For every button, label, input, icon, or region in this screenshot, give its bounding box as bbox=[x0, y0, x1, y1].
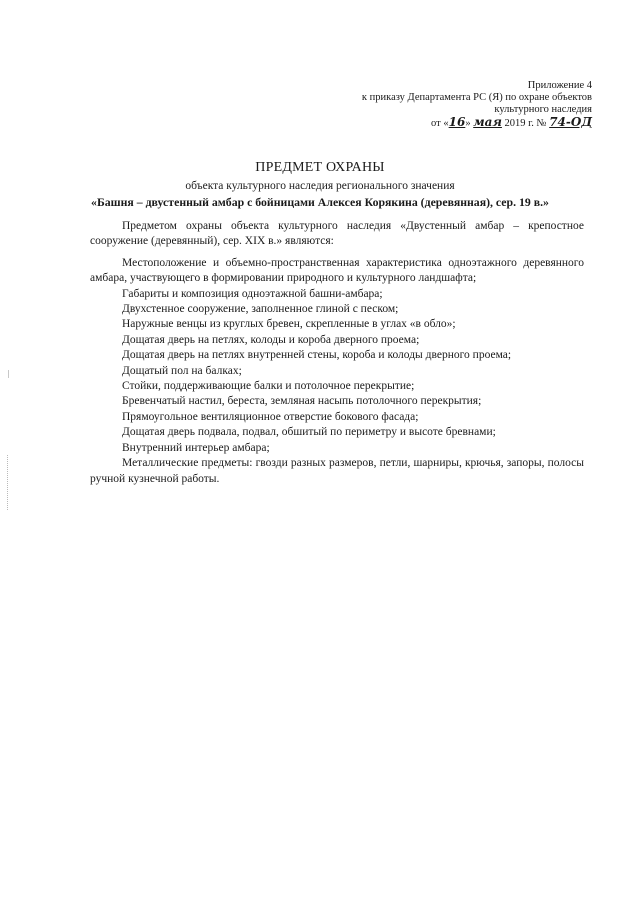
title-block bbox=[0, 160, 640, 209]
annex-date-line bbox=[292, 116, 592, 130]
list-item: Местоположение и объемно-пространственная характеристика одноэтажного деревянного амбара, участвующего в формировании природного и культурного ландшафта; bbox=[90, 256, 584, 285]
list-item: Дощатая дверь подвала, подвал, обшитый по периметру и высоте бревнами; bbox=[122, 426, 496, 439]
list-item: Стойки, поддерживающие балки и потолочное перекрытие; bbox=[122, 380, 415, 393]
list-item: Бревенчатый настил, береста, земляная насыпь потолочного перекрытия; bbox=[122, 395, 482, 408]
date-prefix: от « bbox=[431, 118, 449, 129]
object-name: «Башня – двустенный амбар с бойницами Алексея Корякина (деревянная), сер. 19 в.» bbox=[91, 195, 549, 209]
scan-artifact-mark bbox=[8, 370, 9, 378]
annex-header bbox=[292, 80, 592, 130]
list-item: Двухстенное сооружение, заполненное глиной с песком; bbox=[122, 303, 399, 316]
document-body bbox=[90, 219, 584, 487]
date-month-handwritten: мая bbox=[473, 115, 502, 129]
annex-order-reference: к приказу Департамента РС (Я) по охране объектов bbox=[361, 92, 592, 103]
list-item: Габариты и композиция одноэтажной башни-амбара; bbox=[122, 287, 383, 300]
list-item: Металлические предметы: гвозди разных размеров, петли, шарниры, крючья, запоры, полосы ручной кузнечной работы. bbox=[90, 457, 584, 485]
list-item: Дощатый пол на балках; bbox=[122, 364, 242, 377]
scan-artifact-dots bbox=[7, 455, 10, 510]
page-title: ПРЕДМЕТ ОХРАНЫ bbox=[255, 160, 385, 175]
list-item: Прямоугольное вентиляционное отверстие бокового фасада; bbox=[122, 410, 419, 423]
annex-department: культурного наследия bbox=[494, 104, 592, 115]
annex-number: Приложение 4 bbox=[527, 80, 592, 91]
list-item: Дощатая дверь на петлях внутренней стены, короба и колоды дверного проема; bbox=[122, 349, 512, 362]
page-subtitle: объекта культурного наследия регионального значения bbox=[185, 180, 455, 192]
intro-paragraph: Предметом охраны объекта культурного наследия «Двустенный амбар – крепостное сооружение (деревянный), сер. XIX в.» являются: bbox=[90, 220, 584, 248]
order-number-handwritten: 74-ОД bbox=[549, 115, 592, 129]
list-item: Внутренний интерьер амбара; bbox=[122, 441, 270, 454]
list-item: Наружные венцы из круглых бревен, скрепленные в углах «в обло»; bbox=[122, 318, 456, 331]
date-day-handwritten: 16 bbox=[448, 115, 466, 129]
date-mid: » bbox=[465, 118, 474, 129]
date-year: 2019 г. № bbox=[501, 118, 550, 129]
list-item: Дощатая дверь на петлях, колоды и короба дверного проема; bbox=[122, 333, 420, 346]
